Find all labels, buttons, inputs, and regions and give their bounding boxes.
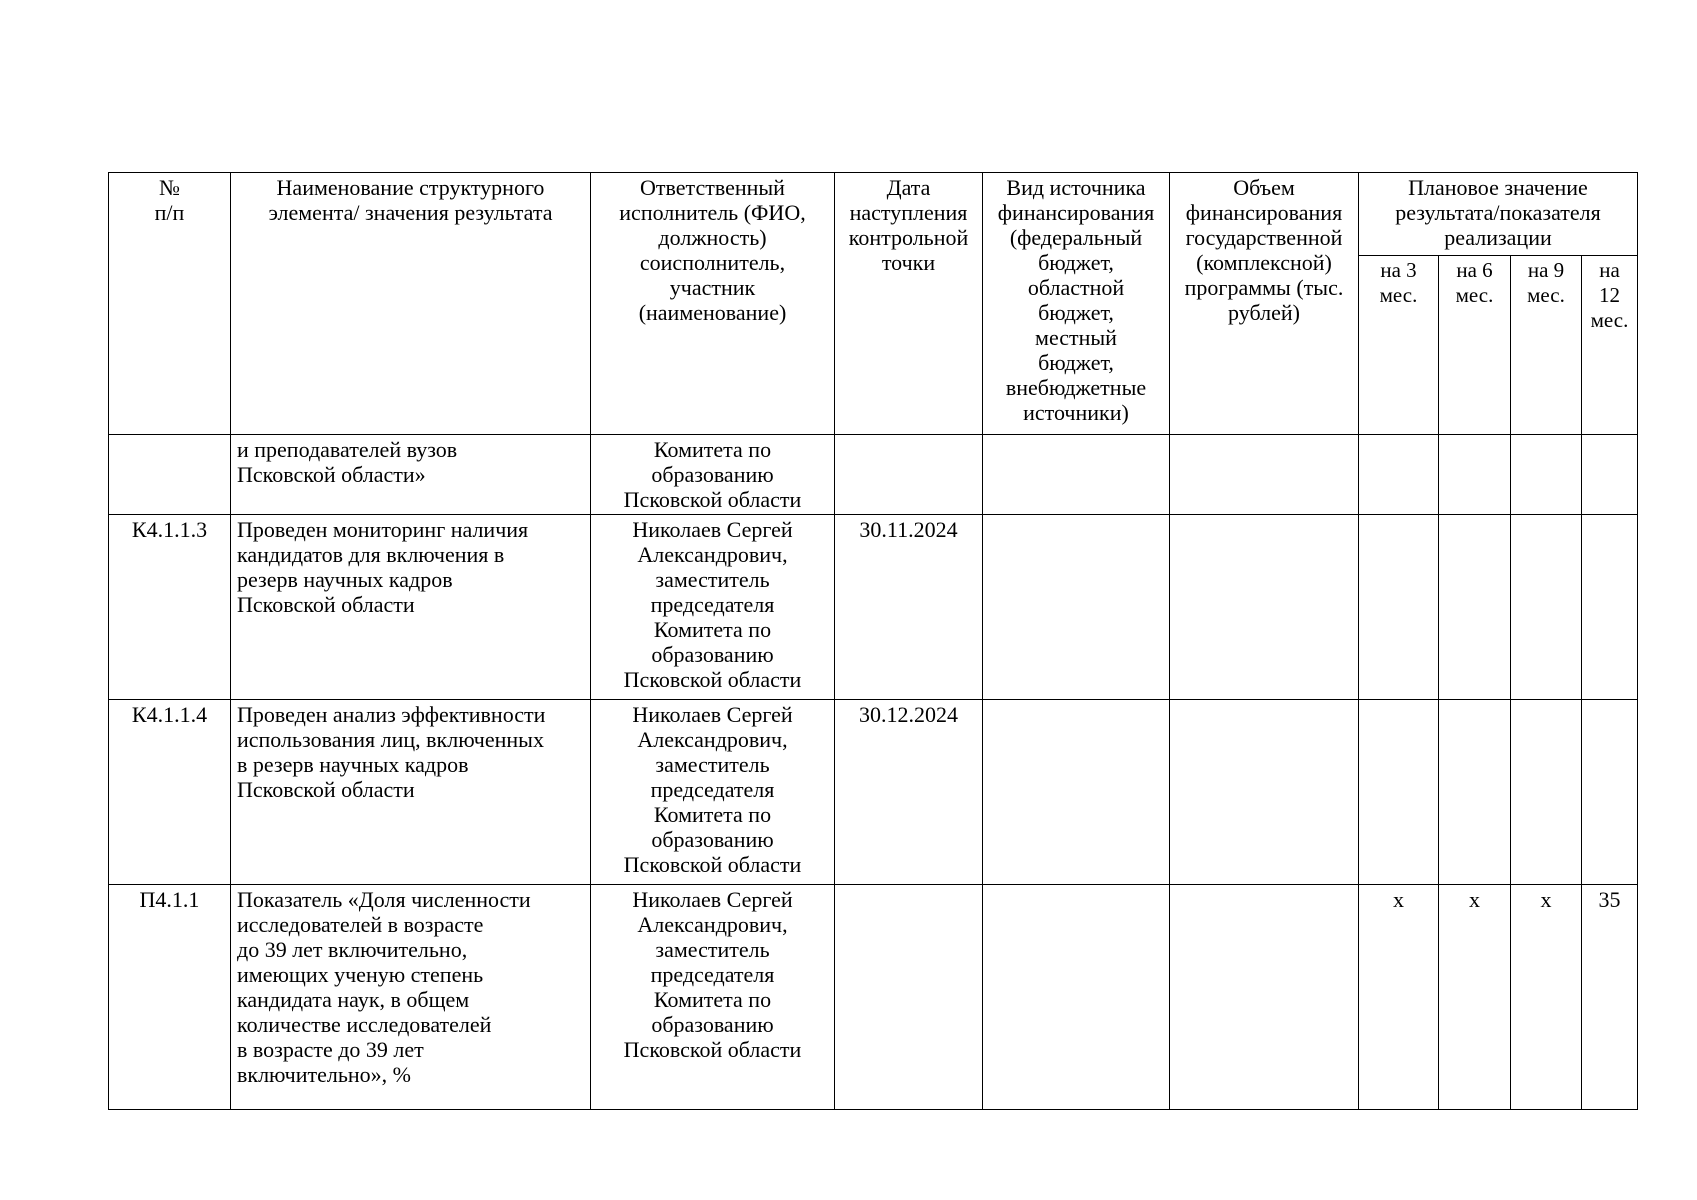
row-source — [983, 885, 1170, 1110]
row-m9: х — [1511, 885, 1582, 1110]
row-executor: Николаев Сергей Александрович, заместитель председателя Комитета по образованию Псковской области — [591, 700, 835, 885]
header-source: Вид источника финансирования (федеральный бюджет, областной бюджет, местный бюджет, внебюджетные источники) — [983, 173, 1170, 435]
header-date: Дата наступления контрольной точки — [835, 173, 983, 435]
row-source — [983, 700, 1170, 885]
table-row — [109, 885, 1638, 1110]
row-volume — [1170, 885, 1359, 1110]
row-date: 30.12.2024 — [835, 700, 983, 885]
row-executor: Николаев Сергей Александрович, заместитель председателя Комитета по образованию Псковской области — [591, 515, 835, 700]
row-date — [835, 885, 983, 1110]
row-name: Проведен мониторинг наличия кандидатов для включения в резерв научных кадров Псковской области — [231, 515, 591, 700]
header-plan: Плановое значение результата/показателя реализации — [1359, 173, 1638, 256]
header-name: Наименование структурного элемента/ значения результата — [231, 173, 591, 435]
plan-table — [108, 172, 1638, 1110]
row-name: Проведен анализ эффективности использования лиц, включенных в резерв научных кадров Псковской области — [231, 700, 591, 885]
row-num — [109, 435, 231, 515]
header-m12: на 12 мес. — [1582, 256, 1638, 435]
row-volume — [1170, 700, 1359, 885]
row-date — [835, 435, 983, 515]
row-m12 — [1582, 700, 1638, 885]
row-num: К4.1.1.3 — [109, 515, 231, 700]
row-m12: 35 — [1582, 885, 1638, 1110]
table-row — [109, 515, 1638, 700]
row-source — [983, 515, 1170, 700]
row-m12 — [1582, 515, 1638, 700]
row-m3 — [1359, 515, 1439, 700]
row-num: К4.1.1.4 — [109, 700, 231, 885]
row-m3 — [1359, 435, 1439, 515]
header-num: № п/п — [109, 173, 231, 435]
row-name: и преподавателей вузов Псковской области» — [231, 435, 591, 515]
row-m3: х — [1359, 885, 1439, 1110]
header-m9: на 9 мес. — [1511, 256, 1582, 435]
row-m6 — [1439, 435, 1511, 515]
row-num: П4.1.1 — [109, 885, 231, 1110]
row-volume — [1170, 435, 1359, 515]
header-m3: на 3 мес. — [1359, 256, 1439, 435]
row-m12 — [1582, 435, 1638, 515]
header-executor: Ответственный исполнитель (ФИО, должность) соисполнитель, участник (наименование) — [591, 173, 835, 435]
row-m6: х — [1439, 885, 1511, 1110]
row-volume — [1170, 515, 1359, 700]
row-date: 30.11.2024 — [835, 515, 983, 700]
table-row — [109, 435, 1638, 515]
header-m6: на 6 мес. — [1439, 256, 1511, 435]
row-source — [983, 435, 1170, 515]
row-m6 — [1439, 515, 1511, 700]
row-m9 — [1511, 435, 1582, 515]
row-m9 — [1511, 700, 1582, 885]
row-executor: Комитета по образованию Псковской области — [591, 435, 835, 515]
row-executor: Николаев Сергей Александрович, заместитель председателя Комитета по образованию Псковской области — [591, 885, 835, 1110]
row-m9 — [1511, 515, 1582, 700]
header-volume: Объем финансирования государственной (комплексной) программы (тыс. рублей) — [1170, 173, 1359, 435]
row-m6 — [1439, 700, 1511, 885]
table-row — [109, 700, 1638, 885]
row-name: Показатель «Доля численности исследователей в возрасте до 39 лет включительно, имеющих ученую степень кандидата наук, в общем количестве исследователей в возрасте до 39 лет включительно», % — [231, 885, 591, 1110]
row-m3 — [1359, 700, 1439, 885]
